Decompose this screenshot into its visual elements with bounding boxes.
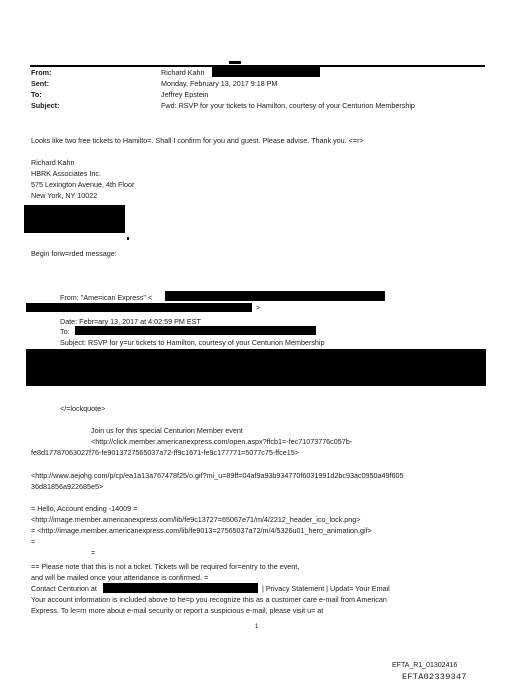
contact-line: Contact Centurion at: [31, 584, 97, 593]
from-label: From:: [31, 68, 52, 77]
fwd-from-redaction-2: [26, 303, 252, 312]
fwd-from-close: >: [256, 303, 261, 312]
info-line-2: Express. To le=rn more about e-mail security or report a suspicious e-mail, please visit u= at: [31, 606, 324, 615]
top-redaction-mark: [229, 61, 241, 64]
url-1a: <http://click.member.americanexpress.com/open.aspx?ffcb1=-fec71073776c057b-: [91, 437, 353, 446]
footer-ref-1: EFTA_R1_01302416: [392, 662, 458, 669]
note-line-2: and will be mailed once your attendance is confirmed. =: [31, 573, 209, 582]
begin-forward-text: Begin forw=rded message:: [31, 249, 117, 258]
url-2b: 36d81856a922685e5>: [31, 482, 104, 491]
hello-line: = Hello, Account ending -14009 =: [31, 504, 138, 513]
fwd-to-redaction: [75, 326, 316, 335]
eq-line-2: =: [91, 548, 96, 557]
from-email-redaction: [212, 67, 320, 77]
signature-company: HBRK Associates Inc.: [31, 169, 101, 178]
to-value: Jeffrey Epstein: [161, 90, 209, 99]
url-3: <http://image.member.americanexpress.com/lib/fe9c13727=65067e71/m/4/2212_header_ico_lock.png>: [31, 515, 361, 524]
sent-value: Monday, February 13, 2017 9:18 PM: [161, 79, 278, 88]
fwd-from: From: "Ame=ican Express" <: [60, 293, 153, 302]
intro-text: Looks like two free tickets to Hamilto=. Shall I confirm for you and guest. Please advise. Thank you. <=r>: [31, 136, 364, 145]
to-label: To:: [31, 90, 42, 99]
fwd-subject: Subject: RSVP for y=ur tickets to Hamilton, courtesy of your Centurion Membership: [60, 338, 325, 347]
fwd-to: To:: [60, 327, 70, 336]
note-line-1: == Please note that this is not a ticket. Tickets will be required for=entry to the event,: [31, 562, 300, 571]
url-2a: <http://www.aejohg.com/p/cp/ea1a13a767478f25/o.gif?mi_u=89ff=04af9a93b934770f6031991d2bc93ac0950a49f605: [31, 471, 404, 480]
url-4: = <http://image.member.americanexpress.com/lib/fe9013=27565037a72/m/4/5326u01_hero_animation.gif>: [31, 526, 372, 535]
from-value: Richard Kahn: [161, 68, 205, 77]
fwd-date: Date: Febr=ary 13, 2017 at 4:02:59 PM EST: [60, 317, 201, 326]
sent-label: Sent:: [31, 79, 49, 88]
signature-redaction: [24, 205, 125, 233]
large-redaction-block: [26, 349, 486, 386]
footer-ref-2: EFTA02339347: [402, 672, 467, 682]
fwd-from-redaction: [165, 291, 385, 301]
small-mark: [127, 237, 129, 240]
join-line: Join us for this special Centurion Member event: [91, 426, 243, 435]
signature-name: Richard Kahn: [31, 158, 75, 167]
blockquote-tag: </=lockquote>: [60, 404, 106, 413]
signature-address-1: 575 Lexington Avenue, 4th Floor: [31, 180, 135, 189]
url-1b: fe8d17787063027f76-fe9013727565037a72-ff9c1671-fe9c177771=5077c75-ffce15>: [31, 448, 299, 457]
eq-line-1: =: [31, 537, 36, 546]
info-line-1: Your account information is included above to he=p you recognize this as a customer care e-mail from American: [31, 595, 387, 604]
contact-redaction: [103, 583, 258, 593]
subject-label: Subject:: [31, 101, 60, 110]
page-number: 1: [255, 624, 259, 630]
contact-links: | Privacy Statement | Updat= Your Email: [262, 584, 390, 593]
signature-address-2: New York, NY 10022: [31, 191, 98, 200]
subject-value: Fwd: RSVP for your tickets to Hamilton, courtesy of your Centurion Membership: [161, 101, 415, 110]
